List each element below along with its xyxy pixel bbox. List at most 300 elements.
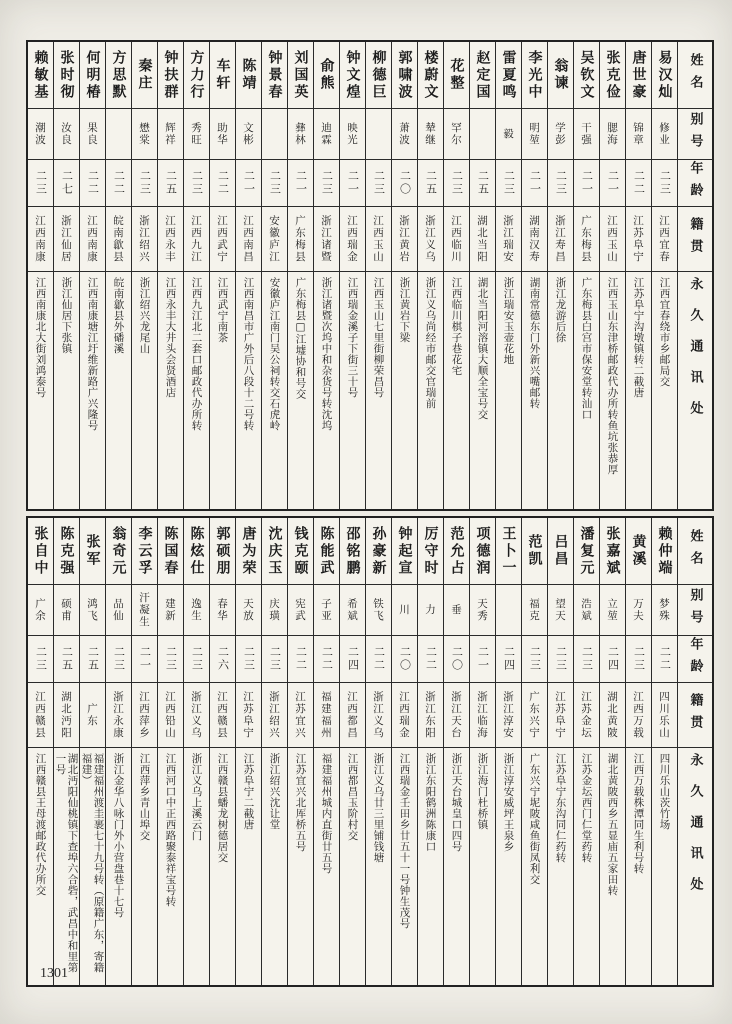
person-native-cell xyxy=(392,683,417,748)
person-address: 江西都昌玉阶村交 xyxy=(346,753,359,841)
person-address: 广东梅县白宫市保安堂转汕口 xyxy=(580,277,593,420)
person-column xyxy=(574,518,600,985)
person-alias: 铁飞 xyxy=(372,598,384,622)
person-native: 浙江绍兴 xyxy=(268,691,280,739)
person-alias: 文彬 xyxy=(242,122,254,146)
person-address-cell xyxy=(418,748,443,985)
person-native: 皖南歙县 xyxy=(112,215,124,263)
person-native-cell xyxy=(600,207,625,272)
person-name: 吴钦文 xyxy=(578,49,595,101)
person-age-cell xyxy=(80,636,105,683)
person-address: 江西玉山东津桥邮政代办所转鱼坑张恭厚 xyxy=(606,277,619,475)
person-age: 二〇 xyxy=(398,646,412,672)
person-age-cell xyxy=(80,160,105,207)
person-address-cell xyxy=(652,748,677,985)
person-alias-cell xyxy=(470,585,495,636)
person-alias: 秀旺 xyxy=(190,122,202,146)
person-name-cell xyxy=(314,42,339,109)
person-age: 二一 xyxy=(528,170,542,196)
person-native: 浙江义乌 xyxy=(424,215,436,263)
person-column xyxy=(80,518,106,985)
person-native: 浙江东阳 xyxy=(424,691,436,739)
person-native-cell xyxy=(106,683,131,748)
person-native: 江西玉山 xyxy=(606,215,618,263)
person-address: 江西萍乡青山埠交 xyxy=(138,753,151,841)
person-age: 二二 xyxy=(320,646,334,672)
person-address-cell xyxy=(600,748,625,985)
person-address: 广东梅县□江墟协和号交 xyxy=(294,277,307,400)
person-column xyxy=(314,518,340,985)
person-native: 浙江寿昌 xyxy=(554,215,566,263)
person-native: 浙江淳安 xyxy=(502,691,514,739)
person-alias-cell xyxy=(288,109,313,160)
person-address-cell xyxy=(548,272,573,509)
person-name: 张时彻 xyxy=(58,49,75,101)
person-age: 二一 xyxy=(580,170,594,196)
person-native-cell xyxy=(392,207,417,272)
person-age-cell xyxy=(418,160,443,207)
person-column xyxy=(262,518,288,985)
person-age-cell xyxy=(444,636,469,683)
person-column xyxy=(158,518,184,985)
person-age-cell xyxy=(652,636,677,683)
person-age-cell xyxy=(28,636,53,683)
person-name-cell xyxy=(80,518,105,585)
person-age: 二五 xyxy=(424,170,438,196)
person-name-cell xyxy=(184,518,209,585)
person-address-cell xyxy=(314,748,339,985)
person-column xyxy=(132,42,158,509)
person-column xyxy=(184,518,210,985)
person-name: 陈炫仕 xyxy=(188,525,205,577)
person-alias-cell xyxy=(418,585,443,636)
person-address-cell xyxy=(470,272,495,509)
person-address: 福建福州城内直街廿五号 xyxy=(320,753,333,874)
person-native: 江西南康 xyxy=(34,215,46,263)
header-address-cell xyxy=(678,272,712,509)
person-address: 江苏宜兴北厍桥五号 xyxy=(294,753,307,852)
person-native-cell xyxy=(262,207,287,272)
person-alias-cell xyxy=(626,109,651,160)
person-native: 江西南昌 xyxy=(242,215,254,263)
person-age: 二三 xyxy=(34,170,48,196)
header-address-label: 永久通讯处 xyxy=(687,277,703,432)
person-name-cell xyxy=(600,518,625,585)
person-address-cell xyxy=(548,748,573,985)
person-column xyxy=(262,42,288,509)
person-age-cell xyxy=(626,160,651,207)
person-age: 二〇 xyxy=(450,646,464,672)
person-age: 二五 xyxy=(164,170,178,196)
person-native: 江西临川 xyxy=(450,215,462,263)
person-native: 江西九江 xyxy=(190,215,202,263)
person-alias: 干强 xyxy=(580,122,592,146)
person-native-cell xyxy=(366,683,391,748)
person-column xyxy=(600,42,626,509)
person-address-cell xyxy=(340,748,365,985)
header-column xyxy=(678,42,712,509)
person-native: 浙江黄岩 xyxy=(398,215,410,263)
person-column xyxy=(28,518,54,985)
person-alias: 彝林 xyxy=(294,122,306,146)
person-alias-cell xyxy=(548,585,573,636)
person-native: 江西玉山 xyxy=(372,215,384,263)
person-name: 李云孚 xyxy=(136,525,153,577)
person-alias-cell xyxy=(80,585,105,636)
directory-table-top xyxy=(26,40,714,511)
person-native-cell xyxy=(106,207,131,272)
person-address-cell xyxy=(54,272,79,509)
person-alias: 逸生 xyxy=(190,598,202,622)
header-native-label: 籍贯 xyxy=(687,693,703,737)
person-alias-cell xyxy=(444,109,469,160)
person-alias-cell xyxy=(28,109,53,160)
person-native-cell xyxy=(236,683,261,748)
person-name-cell xyxy=(600,42,625,109)
person-native: 江西瑞金 xyxy=(398,691,410,739)
person-name-cell xyxy=(548,518,573,585)
person-alias-cell xyxy=(340,109,365,160)
person-name: 方思默 xyxy=(110,49,127,101)
directory-tables xyxy=(26,40,714,987)
person-column xyxy=(496,42,522,509)
person-name-cell xyxy=(158,518,183,585)
person-alias-cell xyxy=(106,585,131,636)
person-column xyxy=(548,518,574,985)
person-name-cell xyxy=(314,518,339,585)
person-native: 江苏金坛 xyxy=(580,691,592,739)
person-alias: 福克 xyxy=(528,598,540,622)
person-address: 湖南常德东门外新兴嘴邮转 xyxy=(528,277,541,409)
person-address-cell xyxy=(600,272,625,509)
person-name-cell xyxy=(80,42,105,109)
person-address: 江西南康塘江圩维新路广兴隆号 xyxy=(86,277,99,431)
person-name-cell xyxy=(652,42,677,109)
person-native-cell xyxy=(418,207,443,272)
person-name-cell xyxy=(340,42,365,109)
person-native-cell xyxy=(184,207,209,272)
person-age: 二二 xyxy=(86,170,100,196)
page-number: 1301 xyxy=(40,966,68,981)
person-native-cell xyxy=(288,683,313,748)
person-age: 二二 xyxy=(632,170,646,196)
person-name-cell xyxy=(496,518,521,585)
person-address: 皖南歙县外磻溪 xyxy=(112,277,125,354)
person-age-cell xyxy=(392,160,417,207)
person-address: 江西永丰大井头会贤酒店 xyxy=(164,277,177,398)
person-name: 黄溪 xyxy=(630,534,647,568)
person-native: 江苏宜兴 xyxy=(294,691,306,739)
header-alias-label: 别号 xyxy=(687,588,703,632)
person-address-cell xyxy=(132,748,157,985)
person-address-cell xyxy=(28,748,53,985)
person-native-cell xyxy=(600,683,625,748)
person-column xyxy=(106,518,132,985)
person-column xyxy=(548,42,574,509)
person-name-cell xyxy=(288,518,313,585)
person-native-cell xyxy=(28,683,53,748)
person-native: 浙江天台 xyxy=(450,691,462,739)
person-native-cell xyxy=(158,683,183,748)
person-name: 陈克强 xyxy=(58,525,75,577)
person-address-cell xyxy=(288,272,313,509)
person-address: 江西九江北二套口邮政代办所转 xyxy=(190,277,203,431)
person-address-cell xyxy=(366,748,391,985)
person-address-cell xyxy=(236,272,261,509)
person-alias-cell xyxy=(184,585,209,636)
person-column xyxy=(236,518,262,985)
person-age-cell xyxy=(548,636,573,683)
person-name: 王卜一 xyxy=(500,525,517,577)
person-alias-cell xyxy=(652,585,677,636)
person-age: 二五 xyxy=(60,646,74,672)
person-native-cell xyxy=(28,207,53,272)
person-alias-cell xyxy=(80,109,105,160)
person-alias: 硕甫 xyxy=(60,598,72,622)
header-column xyxy=(678,518,712,985)
person-address: 江西玉山七里街柳荣昌号 xyxy=(372,277,385,398)
person-native-cell xyxy=(262,683,287,748)
person-native: 广东梅县 xyxy=(580,215,592,263)
person-age: 二三 xyxy=(190,646,204,672)
person-alias-cell xyxy=(548,109,573,160)
person-native-cell xyxy=(54,683,79,748)
person-alias: 辉祥 xyxy=(164,122,176,146)
person-age: 二三 xyxy=(554,170,568,196)
person-age-cell xyxy=(210,160,235,207)
person-age: 二三 xyxy=(190,170,204,196)
person-native: 湖北黄陂 xyxy=(606,691,618,739)
person-native-cell xyxy=(340,683,365,748)
person-address: 浙江绍兴龙尾山 xyxy=(138,277,151,354)
person-age: 二三 xyxy=(138,170,152,196)
person-alias-cell xyxy=(444,585,469,636)
person-name: 范允占 xyxy=(448,525,465,577)
person-alias: 学彭 xyxy=(554,122,566,146)
person-native-cell xyxy=(314,683,339,748)
person-address-cell xyxy=(132,272,157,509)
person-address: 浙江金华八咏门外小营盘巷十七号 xyxy=(112,753,125,918)
person-age-cell xyxy=(600,160,625,207)
person-name: 柳德巨 xyxy=(370,49,387,101)
person-name: 孙豪新 xyxy=(370,525,387,577)
header-name-label: 姓名 xyxy=(687,529,703,573)
person-address-cell xyxy=(340,272,365,509)
person-column xyxy=(54,518,80,985)
person-native-cell xyxy=(652,683,677,748)
person-address: 江西赣县蟠龙树德居交 xyxy=(216,753,229,863)
person-age-cell xyxy=(366,160,391,207)
person-native-cell xyxy=(470,683,495,748)
person-alias: 春华 xyxy=(216,598,228,622)
person-age: 二二 xyxy=(372,646,386,672)
person-name-cell xyxy=(236,42,261,109)
person-name-cell xyxy=(366,42,391,109)
person-address-cell xyxy=(496,748,521,985)
person-address-cell xyxy=(262,272,287,509)
person-native-cell xyxy=(132,683,157,748)
person-age-cell xyxy=(288,636,313,683)
person-alias-cell xyxy=(496,109,521,160)
person-alias: 修业 xyxy=(658,122,670,146)
person-address-cell xyxy=(470,748,495,985)
person-age: 二七 xyxy=(60,170,74,196)
person-name: 李光中 xyxy=(526,49,543,101)
person-native: 浙江义乌 xyxy=(372,691,384,739)
person-column xyxy=(418,518,444,985)
person-native-cell xyxy=(470,207,495,272)
person-name-cell xyxy=(262,42,287,109)
person-address: 江苏阜宁二截唐 xyxy=(242,753,255,830)
person-column xyxy=(366,42,392,509)
person-alias: 汝良 xyxy=(60,122,72,146)
person-alias-cell xyxy=(132,109,157,160)
header-address-label: 永久通讯处 xyxy=(687,753,703,908)
person-age: 二三 xyxy=(268,646,282,672)
person-address-cell xyxy=(314,272,339,509)
person-native: 湖南汉寿 xyxy=(528,215,540,263)
person-native: 江西赣县 xyxy=(216,691,228,739)
person-name-cell xyxy=(54,518,79,585)
header-alias-cell xyxy=(678,585,712,636)
person-name: 范凯 xyxy=(526,534,543,568)
person-native: 浙江仙居 xyxy=(60,215,72,263)
person-address: 广东兴宁坭陂咸鱼街凤利交 xyxy=(528,753,541,885)
person-address: 浙江诸暨次坞中和杂货号转沈坞 xyxy=(320,277,333,431)
person-age-cell xyxy=(522,636,547,683)
person-address-cell xyxy=(158,748,183,985)
person-alias-cell xyxy=(262,585,287,636)
person-native-cell xyxy=(184,683,209,748)
person-address: 江西河口中正西路聚泰祥宝号转 xyxy=(164,753,177,907)
person-column xyxy=(340,42,366,509)
person-column xyxy=(418,42,444,509)
person-native: 广东兴宁 xyxy=(528,691,540,739)
person-alias: 天放 xyxy=(242,598,254,622)
person-alias-cell xyxy=(496,585,521,636)
person-name: 张军 xyxy=(84,534,101,568)
person-age: 二六 xyxy=(216,646,230,672)
person-alias: 辇继 xyxy=(424,122,436,146)
person-column xyxy=(210,518,236,985)
person-address-cell xyxy=(106,272,131,509)
person-native-cell xyxy=(652,207,677,272)
person-native: 四川乐山 xyxy=(658,691,670,739)
person-name: 钟起宣 xyxy=(396,525,413,577)
person-address: 四川乐山茨竹场 xyxy=(658,753,671,830)
person-alias-cell xyxy=(418,109,443,160)
person-age: 二四 xyxy=(502,646,516,672)
person-address-cell xyxy=(444,272,469,509)
person-age: 二三 xyxy=(554,646,568,672)
person-alias: 梦殊 xyxy=(658,598,670,622)
person-alias-cell xyxy=(132,585,157,636)
person-address-cell xyxy=(80,272,105,509)
person-column xyxy=(288,42,314,509)
person-address-cell xyxy=(210,272,235,509)
person-native: 江西宜春 xyxy=(658,215,670,263)
person-name-cell xyxy=(496,42,521,109)
person-native-cell xyxy=(132,207,157,272)
person-alias: 懋棠 xyxy=(138,122,150,146)
person-column xyxy=(236,42,262,509)
person-age-cell xyxy=(366,636,391,683)
person-column xyxy=(470,42,496,509)
header-age-label: 年龄 xyxy=(687,161,703,205)
person-native: 安徽庐江 xyxy=(268,215,280,263)
person-name: 潘复元 xyxy=(578,525,595,577)
person-name: 项德润 xyxy=(474,525,491,577)
person-name: 钟景春 xyxy=(266,49,283,101)
person-column xyxy=(574,42,600,509)
person-native-cell xyxy=(574,683,599,748)
person-native: 广东梅县 xyxy=(294,215,306,263)
person-name: 郭硕朋 xyxy=(214,525,231,577)
person-alias: 迪霖 xyxy=(320,122,332,146)
person-address: 福建福州渡圭裹七十九号转（原籍广东，寄籍福建） xyxy=(80,753,105,973)
person-native: 广东 xyxy=(86,703,98,727)
person-name-cell xyxy=(132,42,157,109)
person-name-cell xyxy=(444,42,469,109)
person-name-cell xyxy=(262,518,287,585)
person-address: 江西瑞金壬田乡廿五十一号钟生茂号 xyxy=(398,753,411,929)
person-native: 江西铅山 xyxy=(164,691,176,739)
header-age-cell xyxy=(678,636,712,683)
person-age: 二三 xyxy=(658,170,672,196)
person-address-cell xyxy=(392,748,417,985)
person-native-cell xyxy=(522,683,547,748)
person-address: 浙江天台城皇口四号 xyxy=(450,753,463,852)
person-name-cell xyxy=(522,518,547,585)
header-name-cell xyxy=(678,518,712,585)
person-name-cell xyxy=(470,42,495,109)
person-address: 江西临川棋子巷花宅 xyxy=(450,277,463,376)
person-name-cell xyxy=(210,518,235,585)
person-age: 二一 xyxy=(294,170,308,196)
person-name-cell xyxy=(626,42,651,109)
person-address: 浙江龙游后徐 xyxy=(554,277,567,343)
person-age: 二五 xyxy=(86,646,100,672)
person-native: 江西萍乡 xyxy=(138,691,150,739)
person-alias-cell xyxy=(210,109,235,160)
person-column xyxy=(340,518,366,985)
person-name-cell xyxy=(28,42,53,109)
person-name: 张自中 xyxy=(32,525,49,577)
person-age-cell xyxy=(236,636,261,683)
person-address-cell xyxy=(496,272,521,509)
person-age-cell xyxy=(106,160,131,207)
person-alias: 望天 xyxy=(554,598,566,622)
person-age: 二三 xyxy=(580,646,594,672)
person-age-cell xyxy=(392,636,417,683)
person-age-cell xyxy=(340,160,365,207)
directory-table-bottom xyxy=(26,516,714,987)
person-column xyxy=(210,42,236,509)
person-native-cell xyxy=(236,207,261,272)
person-column xyxy=(444,42,470,509)
person-age: 二一 xyxy=(138,646,152,672)
person-name: 张克俭 xyxy=(604,49,621,101)
person-address-cell xyxy=(418,272,443,509)
person-age: 二四 xyxy=(606,646,620,672)
person-column xyxy=(184,42,210,509)
person-age-cell xyxy=(158,160,183,207)
person-alias-cell xyxy=(392,109,417,160)
person-alias: 品仙 xyxy=(112,598,124,622)
person-name-cell xyxy=(184,42,209,109)
person-age-cell xyxy=(184,636,209,683)
person-address: 江西宜春绕市乡邮局交 xyxy=(658,277,671,387)
